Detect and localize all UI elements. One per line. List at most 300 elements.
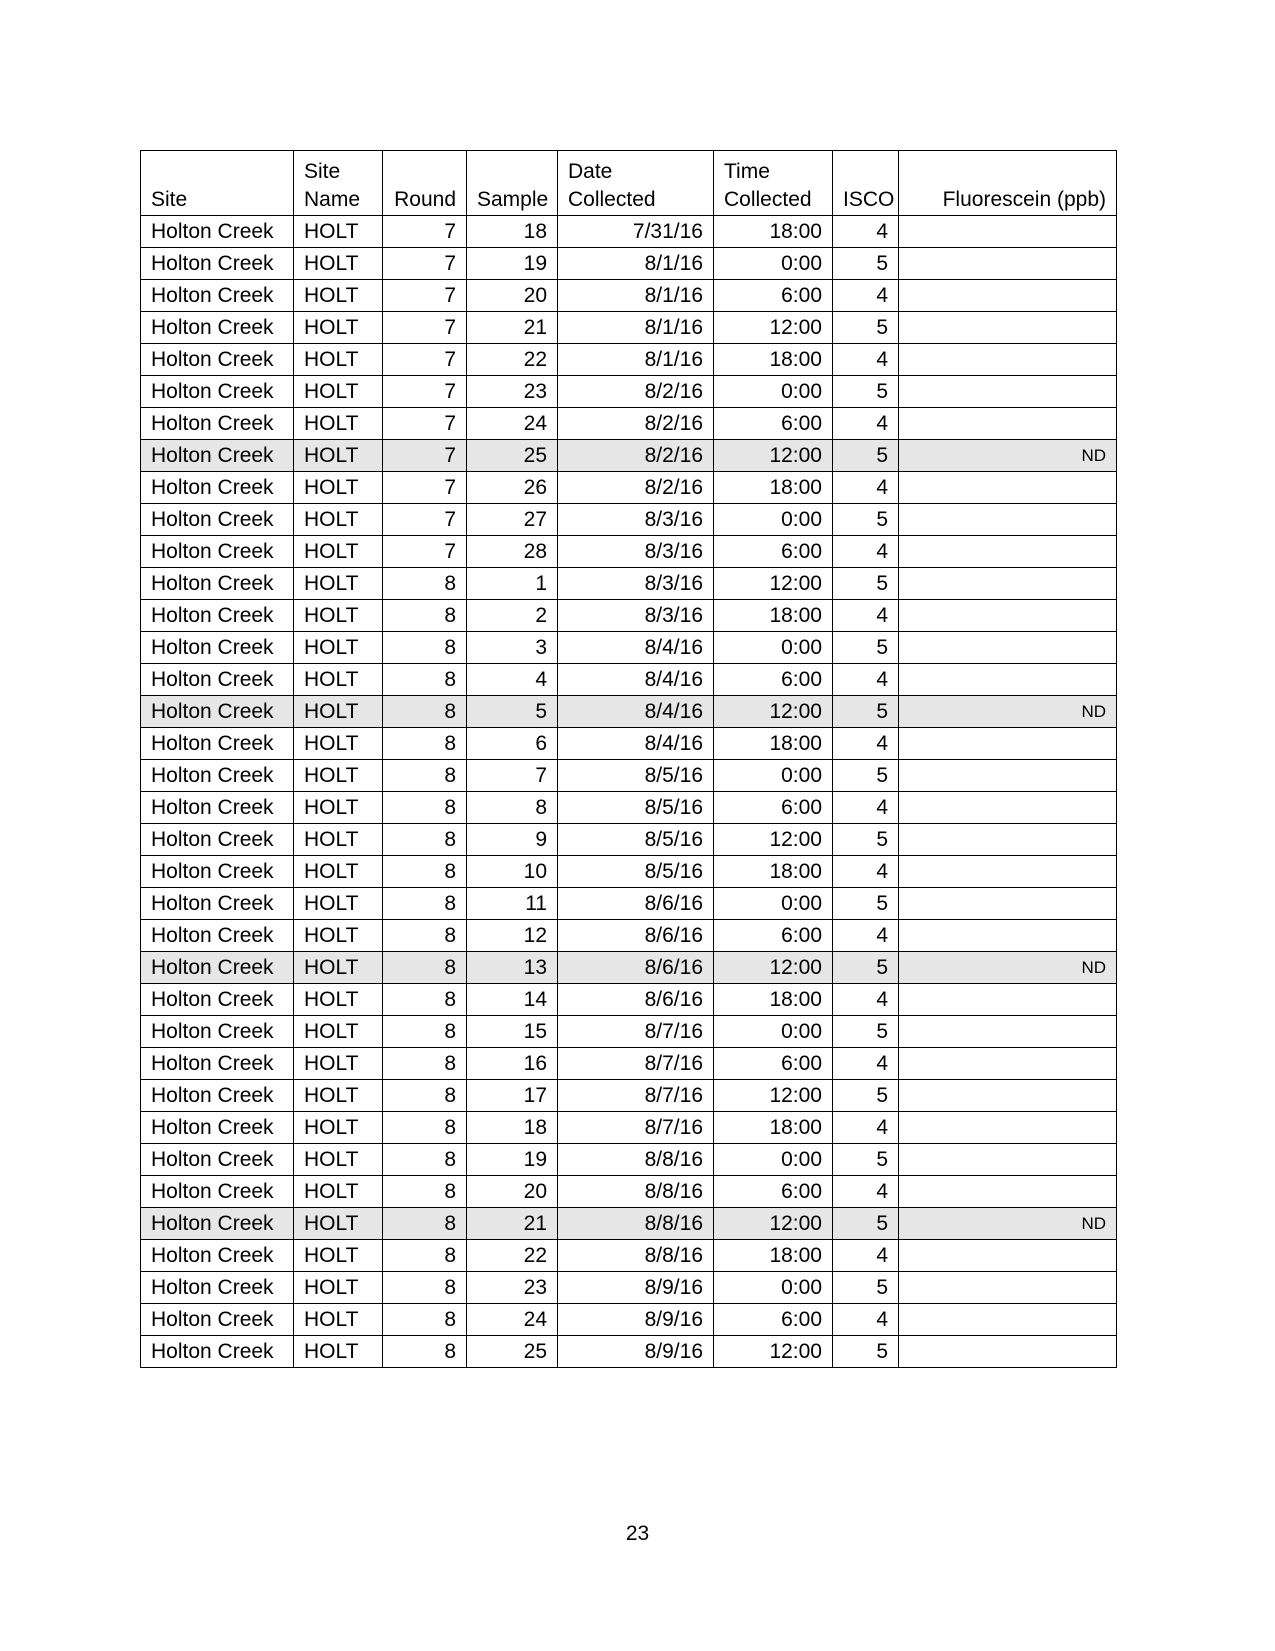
cell-date-collected: 7/31/16 <box>558 216 714 248</box>
cell-sample: 16 <box>467 1048 558 1080</box>
cell-sample: 20 <box>467 1176 558 1208</box>
cell-fluorescein <box>899 1336 1117 1368</box>
cell-round: 8 <box>383 1272 467 1304</box>
cell-isco: 4 <box>833 216 899 248</box>
cell-round: 8 <box>383 888 467 920</box>
cell-site-name: HOLT <box>294 1048 383 1080</box>
cell-time-collected: 12:00 <box>714 952 833 984</box>
cell-date-collected: 8/6/16 <box>558 952 714 984</box>
cell-sample: 18 <box>467 216 558 248</box>
cell-site-name: HOLT <box>294 920 383 952</box>
cell-isco: 5 <box>833 376 899 408</box>
cell-round: 8 <box>383 632 467 664</box>
table-row <box>141 440 1117 472</box>
table-row <box>141 600 1117 632</box>
cell-time-collected: 12:00 <box>714 824 833 856</box>
table-row <box>141 248 1117 280</box>
cell-isco: 5 <box>833 952 899 984</box>
cell-date-collected: 8/1/16 <box>558 248 714 280</box>
cell-isco: 4 <box>833 472 899 504</box>
cell-isco: 4 <box>833 792 899 824</box>
cell-round: 8 <box>383 984 467 1016</box>
cell-sample: 21 <box>467 312 558 344</box>
cell-site-name: HOLT <box>294 1208 383 1240</box>
cell-date-collected: 8/8/16 <box>558 1144 714 1176</box>
cell-site: Holton Creek <box>141 824 294 856</box>
cell-fluorescein <box>899 536 1117 568</box>
cell-site: Holton Creek <box>141 472 294 504</box>
cell-isco: 4 <box>833 1176 899 1208</box>
cell-site: Holton Creek <box>141 376 294 408</box>
cell-time-collected: 0:00 <box>714 376 833 408</box>
table-row <box>141 1016 1117 1048</box>
cell-sample: 7 <box>467 760 558 792</box>
cell-round: 8 <box>383 1112 467 1144</box>
cell-sample: 4 <box>467 664 558 696</box>
table-row <box>141 952 1117 984</box>
cell-site-name: HOLT <box>294 568 383 600</box>
table-header <box>141 151 1117 216</box>
cell-site-name: HOLT <box>294 472 383 504</box>
cell-round: 8 <box>383 1304 467 1336</box>
cell-site: Holton Creek <box>141 984 294 1016</box>
cell-round: 8 <box>383 824 467 856</box>
cell-time-collected: 0:00 <box>714 888 833 920</box>
cell-round: 7 <box>383 472 467 504</box>
cell-date-collected: 8/2/16 <box>558 472 714 504</box>
cell-sample: 25 <box>467 440 558 472</box>
cell-time-collected: 6:00 <box>714 536 833 568</box>
cell-isco: 5 <box>833 760 899 792</box>
cell-site: Holton Creek <box>141 568 294 600</box>
cell-sample: 23 <box>467 1272 558 1304</box>
cell-site-name: HOLT <box>294 1272 383 1304</box>
cell-round: 7 <box>383 312 467 344</box>
cell-fluorescein: ND <box>899 440 1117 472</box>
cell-sample: 17 <box>467 1080 558 1112</box>
cell-isco: 4 <box>833 1304 899 1336</box>
table-row <box>141 280 1117 312</box>
cell-site: Holton Creek <box>141 600 294 632</box>
cell-time-collected: 18:00 <box>714 984 833 1016</box>
cell-fluorescein <box>899 1048 1117 1080</box>
cell-fluorescein <box>899 248 1117 280</box>
cell-site-name: HOLT <box>294 632 383 664</box>
cell-date-collected: 8/1/16 <box>558 280 714 312</box>
cell-isco: 5 <box>833 1208 899 1240</box>
table-row <box>141 728 1117 760</box>
cell-time-collected: 6:00 <box>714 1304 833 1336</box>
cell-sample: 2 <box>467 600 558 632</box>
cell-time-collected: 12:00 <box>714 440 833 472</box>
cell-site-name: HOLT <box>294 312 383 344</box>
header-isco <box>833 151 899 216</box>
cell-site-name: HOLT <box>294 344 383 376</box>
table-row <box>141 824 1117 856</box>
cell-date-collected: 8/3/16 <box>558 600 714 632</box>
cell-date-collected: 8/4/16 <box>558 632 714 664</box>
cell-site-name: HOLT <box>294 984 383 1016</box>
header-date-line2: Collected <box>568 188 656 211</box>
cell-site: Holton Creek <box>141 1304 294 1336</box>
cell-site: Holton Creek <box>141 1336 294 1368</box>
cell-isco: 5 <box>833 440 899 472</box>
cell-site-name: HOLT <box>294 280 383 312</box>
cell-sample: 3 <box>467 632 558 664</box>
cell-isco: 4 <box>833 1048 899 1080</box>
header-site-label: Site <box>151 188 188 211</box>
table-row <box>141 1240 1117 1272</box>
cell-sample: 28 <box>467 536 558 568</box>
cell-sample: 9 <box>467 824 558 856</box>
cell-isco: 5 <box>833 1016 899 1048</box>
cell-isco: 5 <box>833 312 899 344</box>
header-time-line1: Time <box>724 160 770 183</box>
cell-date-collected: 8/4/16 <box>558 664 714 696</box>
table-row <box>141 664 1117 696</box>
cell-round: 7 <box>383 376 467 408</box>
cell-site: Holton Creek <box>141 1112 294 1144</box>
cell-site-name: HOLT <box>294 248 383 280</box>
table-row <box>141 1112 1117 1144</box>
cell-site: Holton Creek <box>141 536 294 568</box>
cell-date-collected: 8/2/16 <box>558 440 714 472</box>
cell-round: 8 <box>383 1208 467 1240</box>
cell-sample: 14 <box>467 984 558 1016</box>
cell-round: 8 <box>383 1176 467 1208</box>
cell-isco: 5 <box>833 1080 899 1112</box>
cell-time-collected: 0:00 <box>714 632 833 664</box>
cell-fluorescein: ND <box>899 1208 1117 1240</box>
table-row <box>141 344 1117 376</box>
cell-round: 7 <box>383 536 467 568</box>
cell-site: Holton Creek <box>141 408 294 440</box>
header-round-label: Round <box>394 188 456 211</box>
cell-round: 8 <box>383 696 467 728</box>
cell-time-collected: 0:00 <box>714 760 833 792</box>
cell-site-name: HOLT <box>294 1304 383 1336</box>
cell-fluorescein: ND <box>899 952 1117 984</box>
cell-isco: 4 <box>833 600 899 632</box>
cell-site-name: HOLT <box>294 664 383 696</box>
cell-fluorescein <box>899 312 1117 344</box>
cell-fluorescein <box>899 504 1117 536</box>
page-number: 23 <box>625 1522 650 1545</box>
cell-date-collected: 8/4/16 <box>558 696 714 728</box>
cell-isco: 4 <box>833 664 899 696</box>
table-row <box>141 696 1117 728</box>
cell-time-collected: 12:00 <box>714 1336 833 1368</box>
cell-round: 8 <box>383 1240 467 1272</box>
cell-site: Holton Creek <box>141 344 294 376</box>
cell-round: 8 <box>383 920 467 952</box>
cell-fluorescein <box>899 1176 1117 1208</box>
cell-fluorescein <box>899 824 1117 856</box>
cell-fluorescein <box>899 376 1117 408</box>
cell-site: Holton Creek <box>141 312 294 344</box>
cell-fluorescein <box>899 1080 1117 1112</box>
cell-site: Holton Creek <box>141 632 294 664</box>
cell-date-collected: 8/1/16 <box>558 312 714 344</box>
cell-site-name: HOLT <box>294 1336 383 1368</box>
cell-site-name: HOLT <box>294 760 383 792</box>
table-row <box>141 312 1117 344</box>
cell-fluorescein <box>899 568 1117 600</box>
cell-fluorescein <box>899 1304 1117 1336</box>
cell-time-collected: 18:00 <box>714 344 833 376</box>
header-sample-label: Sample <box>477 188 549 211</box>
table-row <box>141 536 1117 568</box>
table-row <box>141 1048 1117 1080</box>
cell-sample: 22 <box>467 344 558 376</box>
cell-site: Holton Creek <box>141 248 294 280</box>
cell-fluorescein <box>899 728 1117 760</box>
cell-sample: 19 <box>467 248 558 280</box>
cell-date-collected: 8/8/16 <box>558 1240 714 1272</box>
table-row <box>141 1144 1117 1176</box>
cell-site: Holton Creek <box>141 1208 294 1240</box>
header-isco-label: ISCO <box>843 188 895 211</box>
cell-time-collected: 18:00 <box>714 728 833 760</box>
cell-site-name: HOLT <box>294 216 383 248</box>
cell-time-collected: 0:00 <box>714 504 833 536</box>
cell-site: Holton Creek <box>141 280 294 312</box>
cell-time-collected: 12:00 <box>714 696 833 728</box>
header-date-line1: Date <box>568 160 613 183</box>
cell-site: Holton Creek <box>141 920 294 952</box>
header-row <box>141 151 1117 216</box>
header-site-name-line1: Site <box>304 160 341 183</box>
cell-sample: 11 <box>467 888 558 920</box>
table-body <box>141 216 1117 1368</box>
cell-time-collected: 6:00 <box>714 1176 833 1208</box>
cell-sample: 5 <box>467 696 558 728</box>
cell-sample: 19 <box>467 1144 558 1176</box>
cell-date-collected: 8/6/16 <box>558 984 714 1016</box>
cell-date-collected: 8/8/16 <box>558 1208 714 1240</box>
cell-time-collected: 12:00 <box>714 312 833 344</box>
cell-round: 8 <box>383 664 467 696</box>
cell-date-collected: 8/5/16 <box>558 760 714 792</box>
cell-date-collected: 8/5/16 <box>558 824 714 856</box>
table-row <box>141 1336 1117 1368</box>
cell-sample: 20 <box>467 280 558 312</box>
table-row <box>141 216 1117 248</box>
cell-time-collected: 12:00 <box>714 1208 833 1240</box>
cell-round: 7 <box>383 280 467 312</box>
header-time-collected <box>714 151 833 216</box>
cell-isco: 4 <box>833 856 899 888</box>
cell-site: Holton Creek <box>141 1176 294 1208</box>
cell-isco: 4 <box>833 984 899 1016</box>
cell-time-collected: 18:00 <box>714 1112 833 1144</box>
cell-fluorescein <box>899 1240 1117 1272</box>
header-site-name <box>294 151 383 216</box>
cell-round: 8 <box>383 792 467 824</box>
cell-fluorescein <box>899 280 1117 312</box>
cell-round: 8 <box>383 760 467 792</box>
cell-fluorescein <box>899 664 1117 696</box>
cell-fluorescein <box>899 472 1117 504</box>
cell-isco: 5 <box>833 504 899 536</box>
cell-site: Holton Creek <box>141 856 294 888</box>
cell-sample: 1 <box>467 568 558 600</box>
cell-fluorescein <box>899 984 1117 1016</box>
cell-isco: 5 <box>833 888 899 920</box>
header-time-line2: Collected <box>724 188 812 211</box>
header-site <box>141 151 294 216</box>
cell-site: Holton Creek <box>141 952 294 984</box>
cell-site: Holton Creek <box>141 1016 294 1048</box>
cell-site: Holton Creek <box>141 1080 294 1112</box>
cell-site: Holton Creek <box>141 216 294 248</box>
cell-round: 8 <box>383 1336 467 1368</box>
cell-isco: 4 <box>833 1240 899 1272</box>
cell-time-collected: 6:00 <box>714 920 833 952</box>
cell-round: 8 <box>383 1048 467 1080</box>
cell-fluorescein <box>899 760 1117 792</box>
cell-sample: 15 <box>467 1016 558 1048</box>
table-row <box>141 1208 1117 1240</box>
cell-site-name: HOLT <box>294 408 383 440</box>
cell-site-name: HOLT <box>294 1016 383 1048</box>
cell-isco: 5 <box>833 632 899 664</box>
table-row <box>141 920 1117 952</box>
cell-round: 7 <box>383 408 467 440</box>
table-row <box>141 376 1117 408</box>
cell-site-name: HOLT <box>294 536 383 568</box>
cell-round: 8 <box>383 856 467 888</box>
table-row <box>141 984 1117 1016</box>
cell-isco: 4 <box>833 280 899 312</box>
cell-time-collected: 6:00 <box>714 408 833 440</box>
cell-site-name: HOLT <box>294 1080 383 1112</box>
table-row <box>141 1272 1117 1304</box>
cell-time-collected: 0:00 <box>714 1144 833 1176</box>
cell-time-collected: 18:00 <box>714 216 833 248</box>
cell-fluorescein <box>899 1144 1117 1176</box>
cell-time-collected: 0:00 <box>714 1272 833 1304</box>
cell-site-name: HOLT <box>294 1240 383 1272</box>
cell-sample: 21 <box>467 1208 558 1240</box>
cell-site-name: HOLT <box>294 792 383 824</box>
cell-date-collected: 8/3/16 <box>558 504 714 536</box>
cell-site-name: HOLT <box>294 888 383 920</box>
cell-fluorescein <box>899 1112 1117 1144</box>
cell-fluorescein <box>899 920 1117 952</box>
cell-fluorescein <box>899 408 1117 440</box>
cell-site-name: HOLT <box>294 1144 383 1176</box>
cell-sample: 24 <box>467 1304 558 1336</box>
cell-sample: 23 <box>467 376 558 408</box>
header-site-name-line2: Name <box>304 188 361 211</box>
cell-time-collected: 6:00 <box>714 792 833 824</box>
header-date-collected <box>558 151 714 216</box>
cell-site-name: HOLT <box>294 824 383 856</box>
cell-site: Holton Creek <box>141 792 294 824</box>
header-sample <box>467 151 558 216</box>
table-row <box>141 1080 1117 1112</box>
cell-time-collected: 6:00 <box>714 280 833 312</box>
cell-fluorescein <box>899 856 1117 888</box>
cell-site: Holton Creek <box>141 728 294 760</box>
cell-round: 7 <box>383 344 467 376</box>
cell-time-collected: 0:00 <box>714 248 833 280</box>
cell-site: Holton Creek <box>141 1272 294 1304</box>
cell-date-collected: 8/7/16 <box>558 1016 714 1048</box>
cell-date-collected: 8/6/16 <box>558 920 714 952</box>
cell-site-name: HOLT <box>294 952 383 984</box>
cell-isco: 5 <box>833 248 899 280</box>
cell-date-collected: 8/3/16 <box>558 568 714 600</box>
cell-isco: 4 <box>833 920 899 952</box>
cell-date-collected: 8/8/16 <box>558 1176 714 1208</box>
cell-time-collected: 6:00 <box>714 664 833 696</box>
table-row <box>141 472 1117 504</box>
cell-round: 7 <box>383 440 467 472</box>
cell-round: 7 <box>383 504 467 536</box>
table-row <box>141 1304 1117 1336</box>
cell-site: Holton Creek <box>141 440 294 472</box>
cell-time-collected: 6:00 <box>714 1048 833 1080</box>
cell-isco: 5 <box>833 568 899 600</box>
cell-sample: 24 <box>467 408 558 440</box>
cell-sample: 8 <box>467 792 558 824</box>
cell-sample: 18 <box>467 1112 558 1144</box>
cell-isco: 5 <box>833 696 899 728</box>
cell-time-collected: 0:00 <box>714 1016 833 1048</box>
cell-fluorescein <box>899 888 1117 920</box>
cell-site-name: HOLT <box>294 1176 383 1208</box>
cell-date-collected: 8/7/16 <box>558 1112 714 1144</box>
cell-site: Holton Creek <box>141 1240 294 1272</box>
cell-site-name: HOLT <box>294 376 383 408</box>
cell-round: 7 <box>383 216 467 248</box>
cell-time-collected: 18:00 <box>714 600 833 632</box>
cell-isco: 5 <box>833 1144 899 1176</box>
cell-sample: 26 <box>467 472 558 504</box>
cell-date-collected: 8/2/16 <box>558 376 714 408</box>
cell-fluorescein <box>899 792 1117 824</box>
cell-site: Holton Creek <box>141 696 294 728</box>
cell-site-name: HOLT <box>294 696 383 728</box>
cell-site: Holton Creek <box>141 664 294 696</box>
cell-fluorescein <box>899 1016 1117 1048</box>
cell-time-collected: 12:00 <box>714 1080 833 1112</box>
cell-site: Holton Creek <box>141 1144 294 1176</box>
cell-isco: 4 <box>833 1112 899 1144</box>
cell-round: 8 <box>383 1144 467 1176</box>
cell-date-collected: 8/9/16 <box>558 1304 714 1336</box>
cell-time-collected: 12:00 <box>714 568 833 600</box>
cell-fluorescein <box>899 344 1117 376</box>
cell-site-name: HOLT <box>294 728 383 760</box>
cell-sample: 27 <box>467 504 558 536</box>
table-row <box>141 792 1117 824</box>
cell-date-collected: 8/3/16 <box>558 536 714 568</box>
table-row <box>141 1176 1117 1208</box>
cell-time-collected: 18:00 <box>714 1240 833 1272</box>
cell-fluorescein <box>899 1272 1117 1304</box>
cell-round: 8 <box>383 728 467 760</box>
cell-round: 8 <box>383 600 467 632</box>
table-row <box>141 888 1117 920</box>
cell-date-collected: 8/4/16 <box>558 728 714 760</box>
cell-isco: 4 <box>833 408 899 440</box>
cell-site: Holton Creek <box>141 504 294 536</box>
cell-fluorescein <box>899 632 1117 664</box>
cell-date-collected: 8/6/16 <box>558 888 714 920</box>
